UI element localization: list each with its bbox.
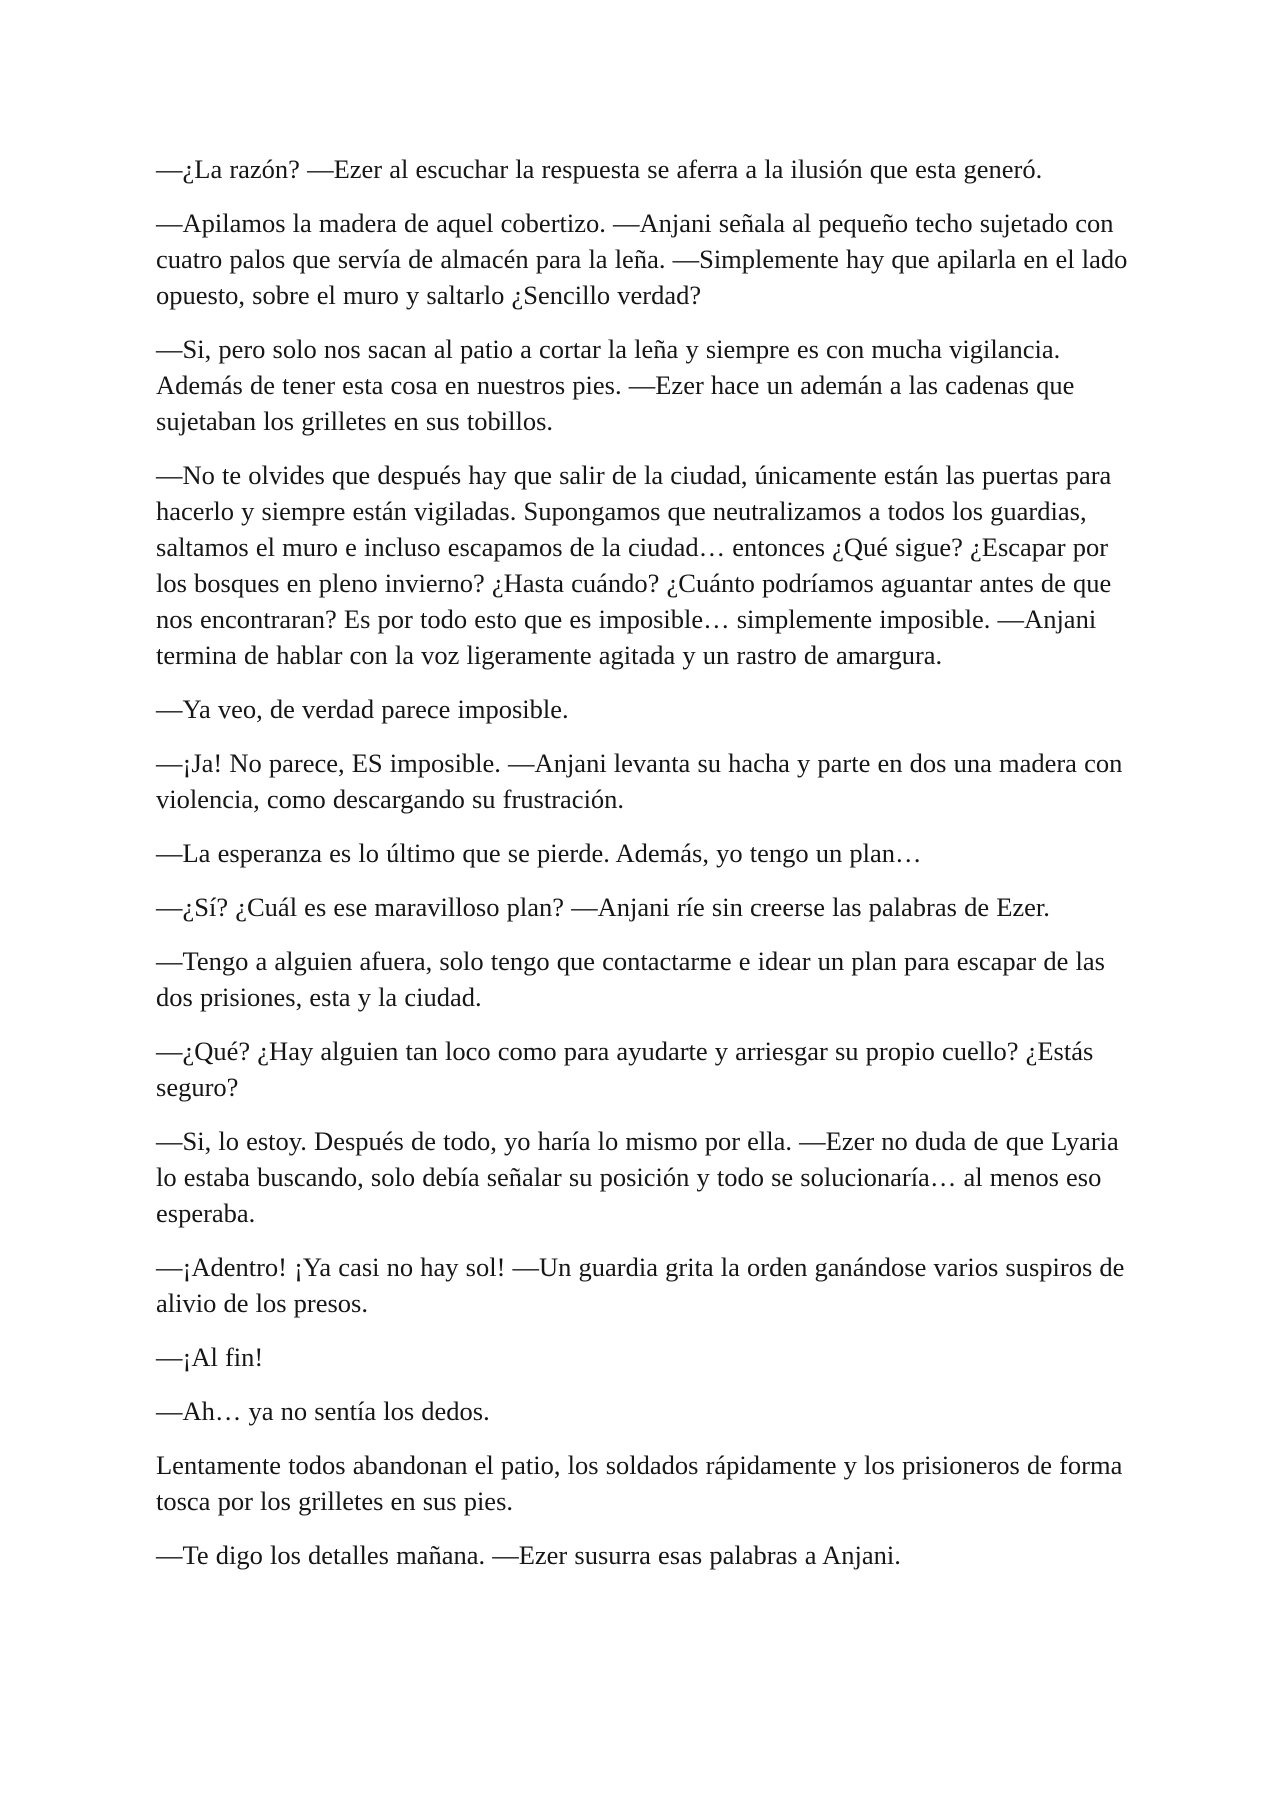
paragraph: —Ya veo, de verdad parece imposible.: [156, 694, 569, 724]
paragraph: —Apilamos la madera de aquel cobertizo. —Anjani señala al pequeño techo sujetado con cuatro palos que servía de almacén para la leña. —Simplemente hay que apilarla en el lado opuesto, sobre el muro y saltarlo ¿Sencillo verdad?: [156, 208, 1128, 310]
paragraph: —¡Adentro! ¡Ya casi no hay sol! —Un guardia grita la orden ganándose varios suspiros de alivio de los presos.: [156, 1252, 1125, 1318]
paragraph: Lentamente todos abandonan el patio, los soldados rápidamente y los prisioneros de forma tosca por los grilletes en sus pies.: [156, 1450, 1123, 1516]
paragraph: —Ah… ya no sentía los dedos.: [156, 1396, 490, 1426]
paragraph: —¿La razón? —Ezer al escuchar la respuesta se aferra a la ilusión que esta generó.: [156, 154, 1043, 184]
paragraph: —La esperanza es lo último que se pierde. Además, yo tengo un plan…: [156, 838, 922, 868]
paragraph: —Si, pero solo nos sacan al patio a cortar la leña y siempre es con mucha vigilancia. Además de tener esta cosa en nuestros pies. —Ezer hace un ademán a las cadenas que sujetaban los grilletes en sus tobillos.: [156, 334, 1075, 436]
paragraph: —¿Sí? ¿Cuál es ese maravilloso plan? —Anjani ríe sin creerse las palabras de Ezer.: [156, 892, 1050, 922]
paragraph: —No te olvides que después hay que salir de la ciudad, únicamente están las puertas para hacerlo y siempre están vigiladas. Supongamos que neutralizamos a todos los guardias, saltamos el muro e incluso escapamos de la ciudad… entonces ¿Qué sigue? ¿Escapar por los bosques en pleno invierno? ¿Hasta cuándo? ¿Cuánto podríamos aguantar antes de que nos encontraran? Es por todo esto que es imposible… simplemente imposible. —Anjani termina de hablar con la voz ligeramente agitada y un rastro de amargura.: [156, 460, 1112, 670]
paragraph: —Si, lo estoy. Después de todo, yo haría lo mismo por ella. —Ezer no duda de que Lyaria lo estaba buscando, solo debía señalar su posición y todo se solucionaría… al menos eso esperaba.: [156, 1126, 1119, 1228]
paragraph: —¡Ja! No parece, ES imposible. —Anjani levanta su hacha y parte en dos una madera con violencia, como descargando su frustración.: [156, 748, 1123, 814]
paragraph: —¿Qué? ¿Hay alguien tan loco como para ayudarte y arriesgar su propio cuello? ¿Estás seguro?: [156, 1036, 1094, 1102]
paragraph: —Tengo a alguien afuera, solo tengo que contactarme e idear un plan para escapar de las dos prisiones, esta y la ciudad.: [156, 946, 1105, 1012]
paragraph: —Te digo los detalles mañana. —Ezer susurra esas palabras a Anjani.: [156, 1540, 901, 1570]
paragraph: —¡Al fin!: [156, 1342, 264, 1372]
